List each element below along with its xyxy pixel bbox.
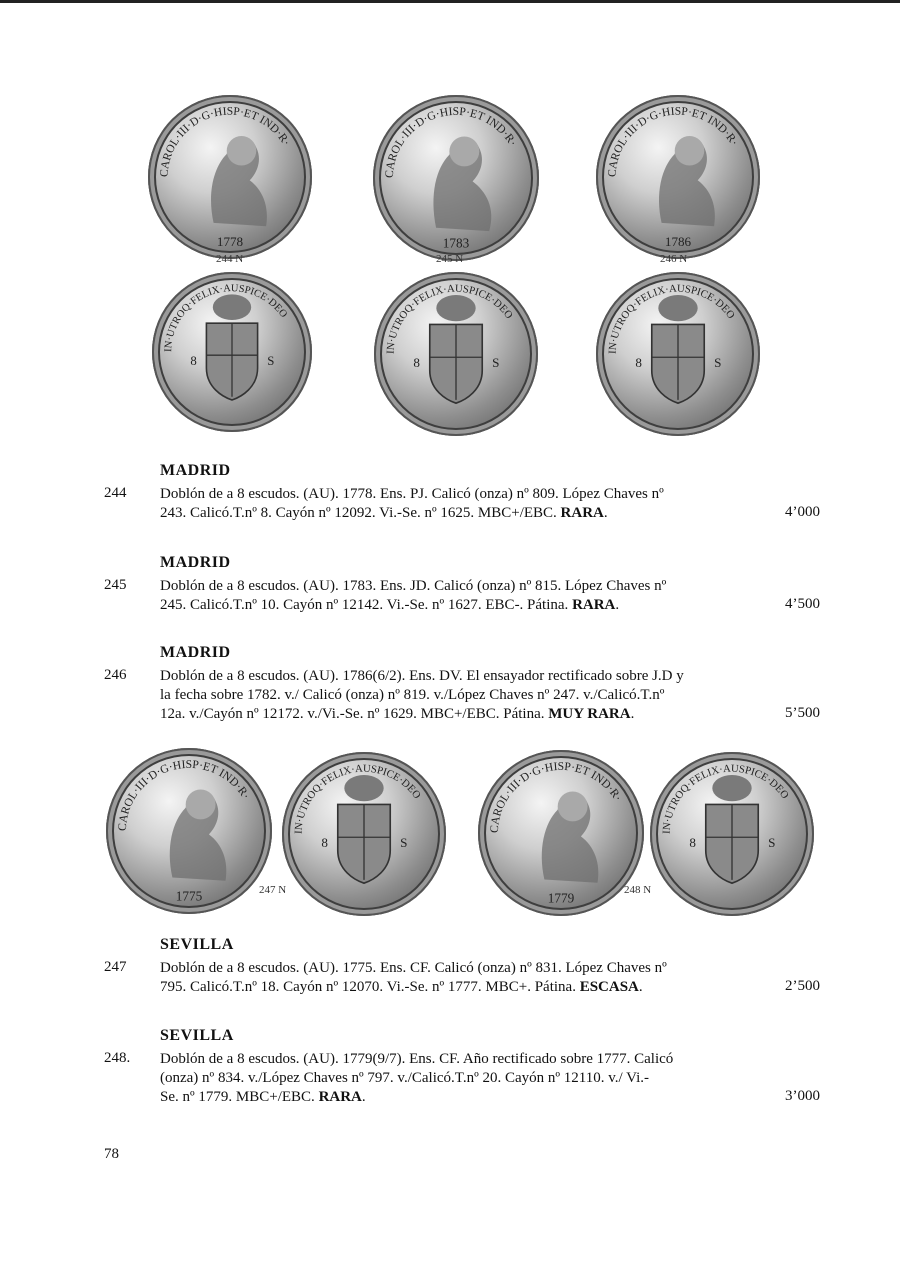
coin-248-obverse [478, 750, 644, 916]
lot-number: 246 [104, 667, 127, 683]
rarity-label: ESCASA [579, 979, 639, 995]
svg-text:8: 8 [689, 835, 696, 851]
svg-text:S: S [492, 355, 500, 371]
image-label-247: 247 N [259, 884, 287, 896]
crowned-shield-icon [282, 752, 446, 916]
svg-text:1783: 1783 [442, 235, 470, 251]
bust-portrait-icon [478, 750, 644, 916]
image-label-248: 248 N [624, 884, 652, 896]
image-label-245: 245 N [436, 253, 464, 265]
top-rule [0, 0, 900, 3]
svg-text:S: S [714, 355, 722, 371]
svg-text:8: 8 [635, 355, 642, 371]
desc-line: 245. Calicó.T.nº 10. Cayón nº 12142. Vi.-Se. nº 1627. EBC-. Pátina. RARA. [160, 597, 620, 613]
desc-line: la fecha sobre 1782. v./ Calicó (onza) nº 819. v./López Chaves nº 247. v./Calicó.T.nº [160, 687, 665, 703]
lot-price: 5’500 [785, 705, 820, 721]
coin-245-reverse [374, 272, 538, 436]
crowned-shield-icon [152, 272, 312, 432]
lot-description [160, 959, 770, 997]
svg-text:CAROL·III·D·G·HISP·ET IND·R·: CAROL·III·D·G·HISP·ET IND·R· [158, 105, 293, 178]
desc-line: Doblón de a 8 escudos. (AU). 1779(9/7). Ens. CF. Año rectificado sobre 1777. Calicó [160, 1051, 674, 1067]
svg-text:8: 8 [190, 353, 197, 368]
desc-line: (onza) nº 834. v./López Chaves nº 797. v./Calicó.T.nº 20. Cayón nº 12110. v./ Vi.- [160, 1070, 650, 1086]
svg-text:S: S [267, 353, 275, 368]
svg-text:IN·UTROQ·FELIX·AUSPICE·DEO: IN·UTROQ·FELIX·AUSPICE·DEO [607, 283, 737, 355]
desc-line: Doblón de a 8 escudos. (AU). 1775. Ens. CF. Calicó (onza) nº 831. López Chaves nº [160, 960, 667, 976]
lot-price: 2’500 [785, 978, 820, 994]
crowned-shield-icon [650, 752, 814, 916]
region-heading: SEVILLA [160, 936, 234, 953]
desc-line: Doblón de a 8 escudos. (AU). 1778. Ens. PJ. Calicó (onza) nº 809. López Chaves nº [160, 486, 664, 502]
rarity-label: RARA [572, 597, 616, 613]
desc-line: 12a. v./Cayón nº 12172. v./Vi.-Se. nº 1629. MBC+/EBC. Pátina. MUY RARA. [160, 706, 635, 722]
svg-text:1779: 1779 [547, 890, 575, 906]
svg-text:CAROL·III·D·G·HISP·ET IND·R·: CAROL·III·D·G·HISP·ET IND·R· [487, 759, 625, 834]
svg-text:1775: 1775 [175, 888, 203, 904]
coin-247-obverse [106, 748, 272, 914]
coin-248-reverse [650, 752, 814, 916]
lot-number: 244 [104, 485, 127, 501]
coin-247-reverse [282, 752, 446, 916]
lot-description [160, 1050, 770, 1107]
region-heading: MADRID [160, 644, 231, 661]
bust-portrait-icon [148, 95, 312, 259]
bust-portrait-icon [106, 748, 272, 914]
svg-text:IN·UTROQ·FELIX·AUSPICE·DEO: IN·UTROQ·FELIX·AUSPICE·DEO [293, 763, 423, 835]
rarity-label: MUY RARA [548, 706, 631, 722]
region-heading: MADRID [160, 554, 231, 571]
svg-text:IN·UTROQ·FELIX·AUSPICE·DEO: IN·UTROQ·FELIX·AUSPICE·DEO [385, 283, 515, 355]
coin-244-reverse [152, 272, 312, 432]
lot-description [160, 577, 770, 615]
svg-text:8: 8 [321, 835, 328, 851]
desc-line: 795. Calicó.T.nº 18. Cayón nº 12070. Vi.-Se. nº 1777. MBC+. Pátina. ESCASA. [160, 979, 643, 995]
desc-line: Doblón de a 8 escudos. (AU). 1783. Ens. JD. Calicó (onza) nº 815. López Chaves nº [160, 578, 667, 594]
desc-line: Doblón de a 8 escudos. (AU). 1786(6/2). Ens. DV. El ensayador rectificado sobre J.D y [160, 668, 684, 684]
svg-text:IN·UTROQ·FELIX·AUSPICE·DEO: IN·UTROQ·FELIX·AUSPICE·DEO [661, 763, 791, 835]
rarity-label: RARA [318, 1089, 362, 1105]
desc-line: Se. nº 1779. MBC+/EBC. RARA. [160, 1089, 366, 1105]
lot-price: 4’500 [785, 596, 820, 612]
region-heading: MADRID [160, 462, 231, 479]
crowned-shield-icon [374, 272, 538, 436]
svg-text:1786: 1786 [664, 233, 692, 249]
coin-246-reverse [596, 272, 760, 436]
lot-number: 245 [104, 577, 127, 593]
lot-price: 3’000 [785, 1088, 820, 1104]
svg-text:IN·UTROQ·FELIX·AUSPICE·DEO: IN·UTROQ·FELIX·AUSPICE·DEO [163, 283, 290, 353]
lot-description [160, 485, 770, 523]
lot-number: 247 [104, 959, 127, 975]
region-heading: SEVILLA [160, 1027, 234, 1044]
image-label-244: 244 N [216, 253, 244, 265]
rarity-label: RARA [560, 505, 604, 521]
svg-text:CAROL·III·D·G·HISP·ET IND·R·: CAROL·III·D·G·HISP·ET IND·R· [115, 757, 253, 832]
svg-text:CAROL·III·D·G·HISP·ET IND·R·: CAROL·III·D·G·HISP·ET IND·R· [606, 105, 741, 178]
svg-text:8: 8 [413, 355, 420, 371]
desc-line: 243. Calicó.T.nº 8. Cayón nº 12092. Vi.-Se. nº 1625. MBC+/EBC. RARA. [160, 505, 608, 521]
coin-246-obverse [596, 95, 760, 259]
coin-245-obverse [373, 95, 539, 261]
crowned-shield-icon [596, 272, 760, 436]
bust-portrait-icon [373, 95, 539, 261]
svg-text:1778: 1778 [216, 233, 244, 249]
bust-portrait-icon [596, 95, 760, 259]
lot-price: 4’000 [785, 504, 820, 520]
lot-description [160, 667, 770, 724]
svg-text:S: S [400, 835, 408, 851]
svg-text:S: S [768, 835, 776, 851]
coin-244-obverse [148, 95, 312, 259]
image-label-246: 246 N [660, 253, 688, 265]
page-number: 78 [104, 1146, 119, 1162]
lot-number: 248. [104, 1050, 131, 1066]
svg-text:CAROL·III·D·G·HISP·ET IND·R·: CAROL·III·D·G·HISP·ET IND·R· [382, 104, 520, 179]
